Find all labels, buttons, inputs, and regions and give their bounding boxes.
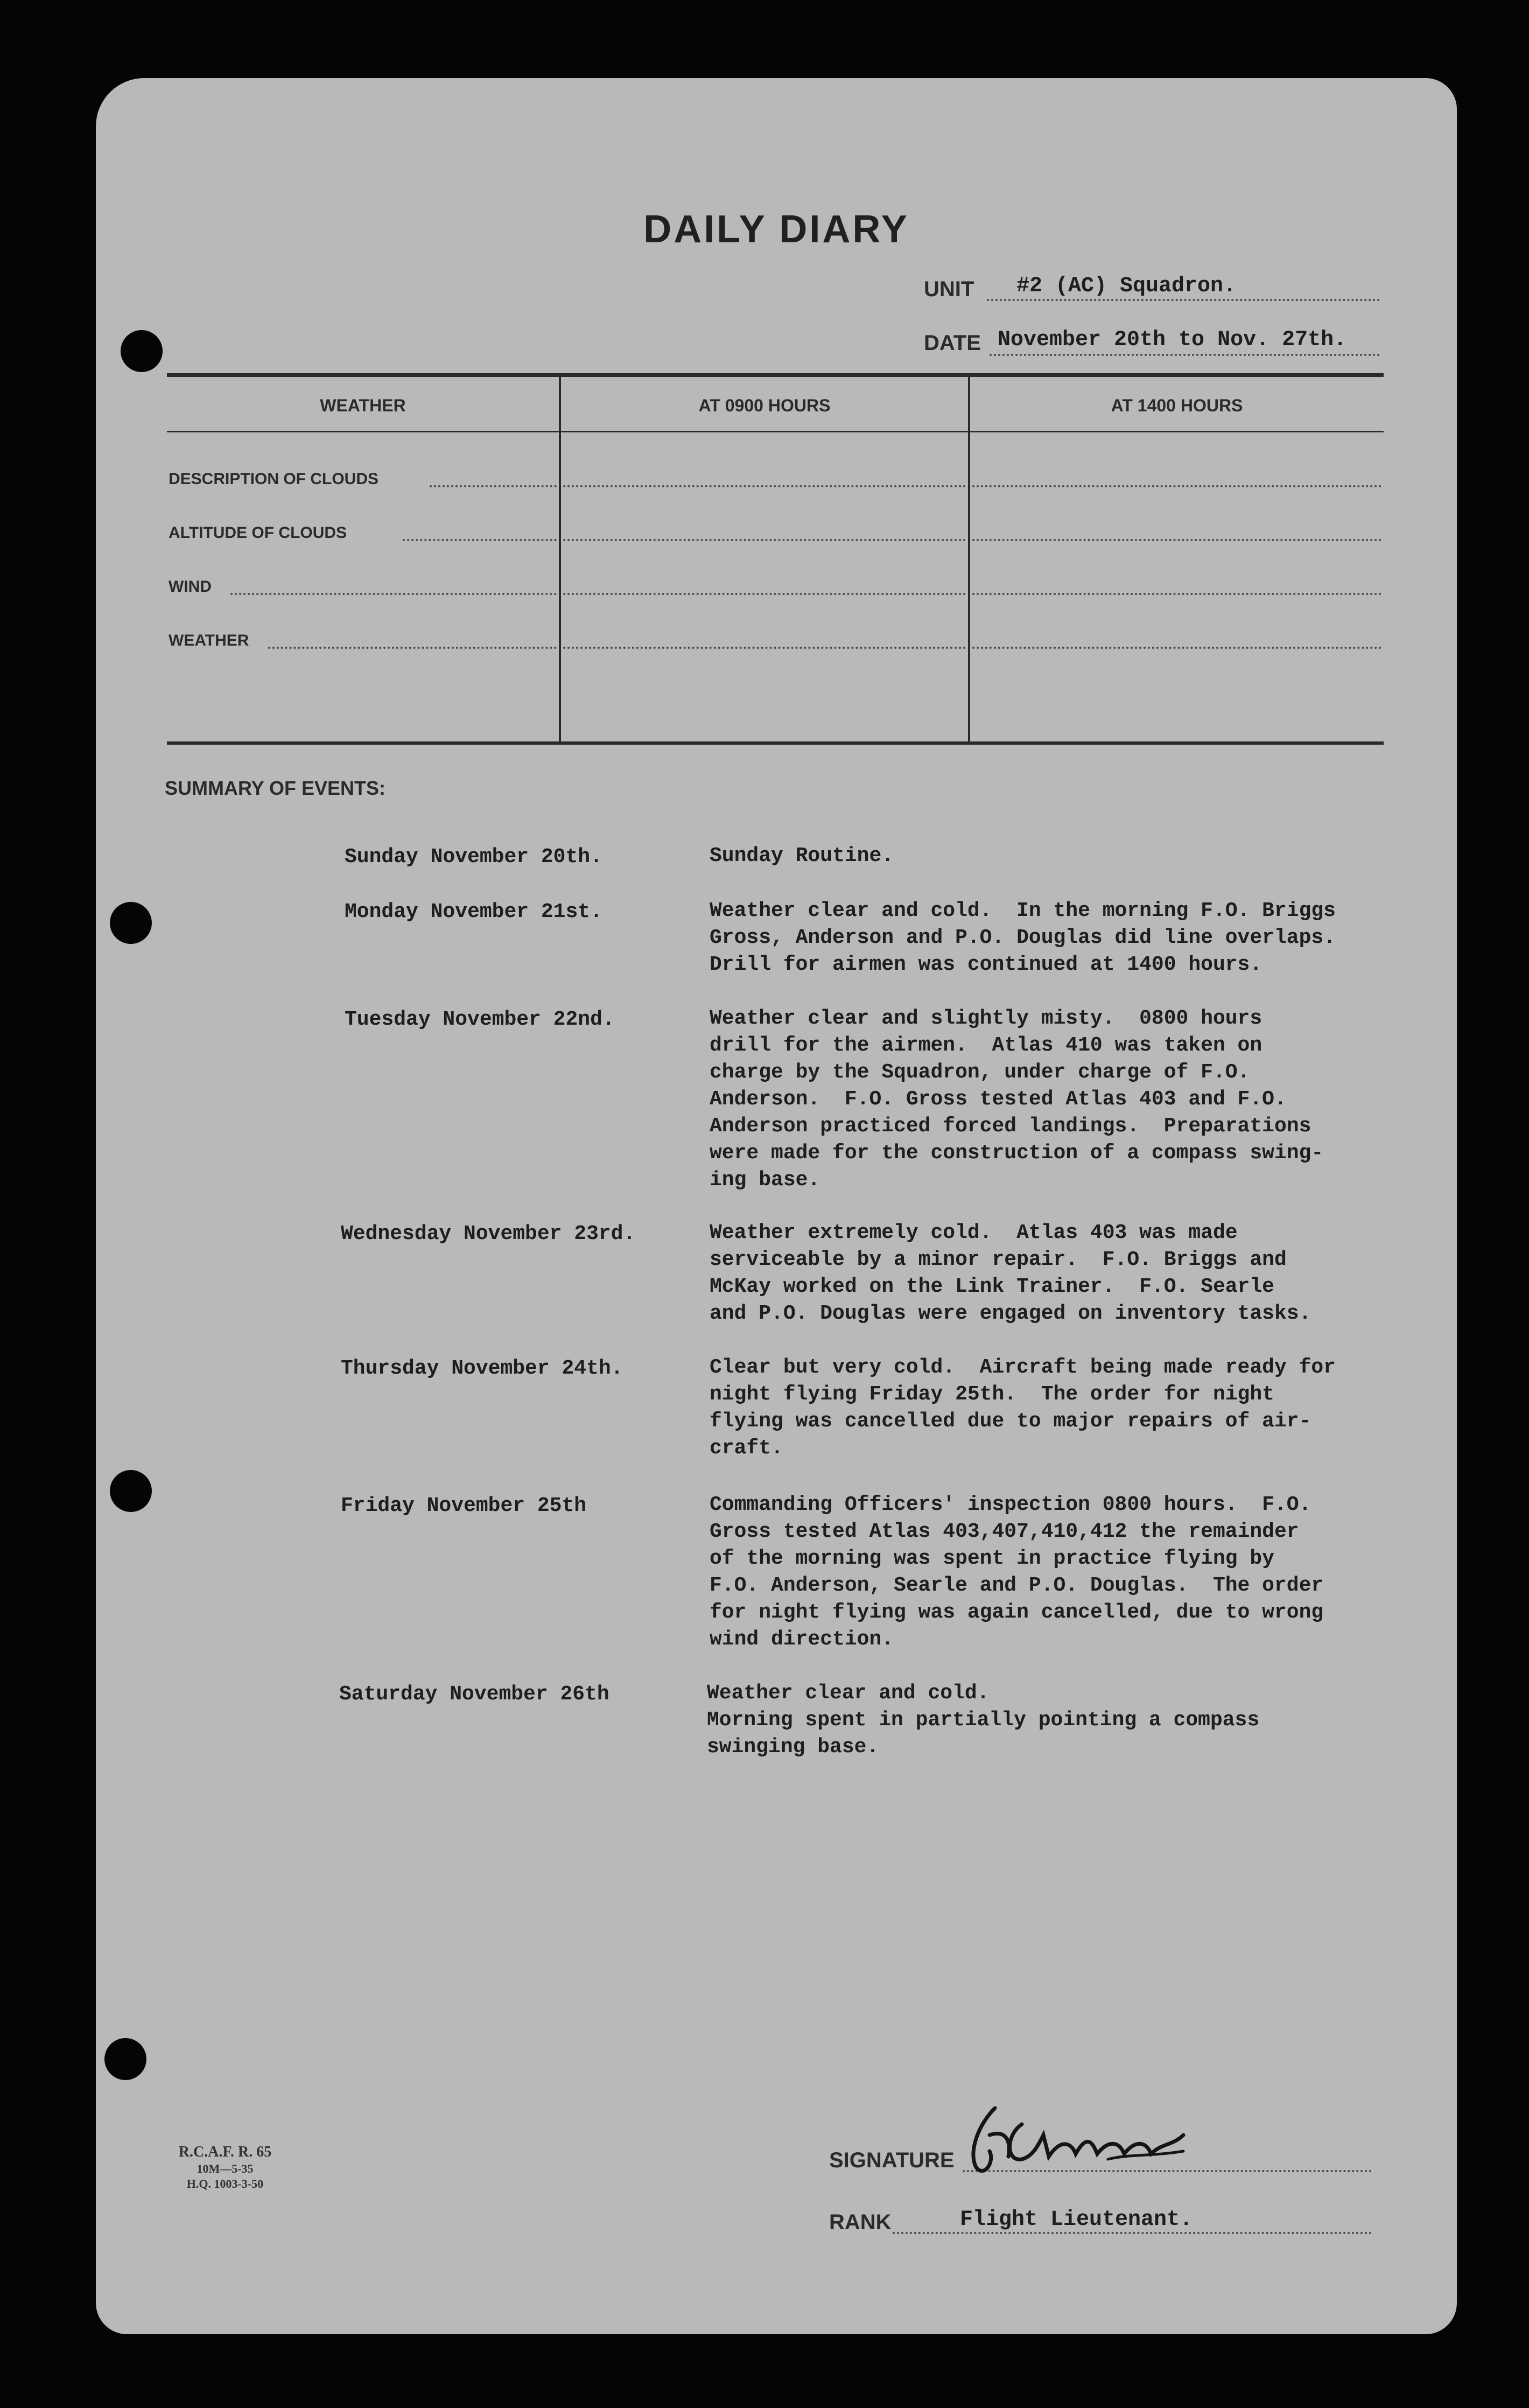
date-dotted-line: [990, 354, 1380, 356]
diary-page: [96, 78, 1457, 2334]
entry-text: Weather clear and cold. In the morning F.O. Briggs Gross, Anderson and P.O. Douglas did line overlaps. Drill for airmen was continued at 1400 hours.: [710, 899, 1336, 976]
row-dotted-line: [430, 485, 557, 487]
row-dotted-line: [972, 485, 1381, 487]
row-dotted-line: [563, 485, 966, 487]
binder-hole: [104, 2038, 146, 2080]
column-header-weather: WEATHER: [320, 396, 406, 415]
row-label-description-of-clouds: DESCRIPTION OF CLOUDS: [169, 470, 379, 488]
binder-hole: [121, 330, 163, 372]
unit-dotted-line: [987, 299, 1380, 301]
row-dotted-line: [563, 593, 966, 595]
entry-day: Friday November 25th: [341, 1494, 587, 1517]
table-bottom-rule: [167, 741, 1384, 745]
form-code-line: 10M—5-35: [197, 2162, 254, 2175]
entry-day: Thursday November 24th.: [341, 1357, 623, 1380]
form-code-line: H.Q. 1003-3-50: [186, 2177, 264, 2190]
row-label-weather: WEATHER: [169, 632, 249, 649]
entry-day: Sunday November 20th.: [345, 845, 602, 869]
entry-text: Weather extremely cold. Atlas 403 was made serviceable by a minor repair. F.O. Briggs and McKay worked on the Link Trainer. F.O. Searle and P.O. Douglas were engaged on inventory tasks.: [710, 1221, 1311, 1325]
rank-label: RANK: [829, 2210, 892, 2234]
entry-text: Clear but very cold. Aircraft being made ready for night flying Friday 25th. The order for night flying was cancelled due to major repairs of air- craft.: [710, 1356, 1336, 1460]
entry-day: Monday November 21st.: [345, 900, 602, 923]
column-header-0900: AT 0900 HOURS: [698, 396, 831, 415]
entry-text: Sunday Routine.: [710, 844, 894, 867]
unit-label: UNIT: [924, 277, 974, 301]
summary-label: SUMMARY OF EVENTS:: [165, 777, 386, 799]
entry-day: Tuesday November 22nd.: [345, 1008, 615, 1031]
row-dotted-line: [563, 539, 966, 541]
table-header-rule: [167, 431, 1384, 432]
row-dotted-line: [268, 647, 557, 649]
entry-day: Saturday November 26th: [339, 1683, 609, 1706]
date-value: November 20th to Nov. 27th.: [998, 328, 1347, 352]
row-label-wind: WIND: [169, 578, 212, 596]
row-dotted-line: [972, 647, 1381, 649]
date-label: DATE: [924, 331, 981, 355]
entry-day: Wednesday November 23rd.: [341, 1222, 636, 1245]
rank-dotted-line: [893, 2232, 1372, 2234]
form-code-line: R.C.A.F. R. 65: [178, 2144, 272, 2160]
row-dotted-line: [972, 539, 1381, 541]
row-label-altitude-of-clouds: ALTITUDE OF CLOUDS: [169, 524, 347, 542]
column-header-1400: AT 1400 HOURS: [1111, 396, 1243, 415]
page-title: DAILY DIARY: [643, 208, 909, 251]
rank-value: Flight Lieutenant.: [960, 2208, 1193, 2232]
row-dotted-line: [972, 593, 1381, 595]
handwritten-signature: [957, 2103, 1205, 2183]
entry-text: Commanding Officers' inspection 0800 hours. F.O. Gross tested Atlas 403,407,410,412 the remainder of the morning was spent in practice flying by F.O. Anderson, Searle and P.O. Douglas. The order for night flying was again cancelled, due to wrong wind direction.: [710, 1493, 1324, 1651]
binder-hole: [110, 1470, 152, 1512]
binder-hole: [110, 902, 152, 944]
entry-text: Weather clear and cold. Morning spent in partially pointing a compass swinging base.: [707, 1682, 1260, 1759]
signature-label: SIGNATURE: [829, 2148, 955, 2172]
row-dotted-line: [563, 647, 966, 649]
unit-value: #2 (AC) Squadron.: [1016, 274, 1237, 298]
table-top-rule: [167, 373, 1384, 377]
row-dotted-line: [403, 539, 557, 541]
row-dotted-line: [230, 593, 557, 595]
form-code: [144, 2143, 306, 2192]
entry-text: Weather clear and slightly misty. 0800 hours drill for the airmen. Atlas 410 was taken on charge by the Squadron, under charge of F.O. Anderson. F.O. Gross tested Atlas 403 and F.O. Anderson practiced forced landings. Preparations were made for the construction of a compass swing- ing base.: [710, 1007, 1324, 1192]
